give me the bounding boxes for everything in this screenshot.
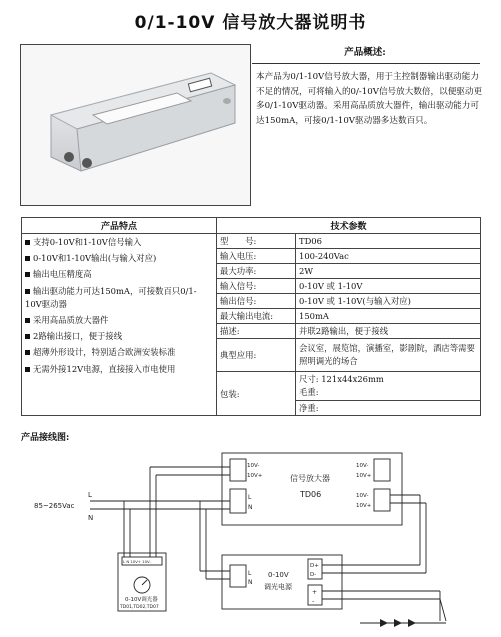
features-heading: 产品特点 bbox=[22, 218, 217, 234]
dimmer-terminals: L N 10V+ 10V- bbox=[123, 559, 151, 564]
led-icon bbox=[380, 619, 416, 627]
bullet-icon bbox=[25, 289, 30, 294]
overview-heading: 产品概述: bbox=[344, 47, 386, 58]
page-title: 0/1-10V 信号放大器说明书 bbox=[134, 13, 367, 33]
driver-minus: - bbox=[312, 598, 315, 605]
driver-name-2: 调光电源 bbox=[264, 583, 292, 591]
bullet-icon bbox=[25, 350, 30, 355]
spec-value-output-signal: 0-10V 或 1-10V(与输入对应) bbox=[296, 294, 481, 309]
bullet-icon bbox=[25, 367, 30, 372]
driver-dminus: D- bbox=[310, 572, 317, 578]
net-weight: 净重: bbox=[296, 401, 481, 416]
spec-value-input-signal: 0-10V 或 1-10V bbox=[296, 279, 481, 294]
spec-value-description: 并联2路输出，便于接线 bbox=[296, 324, 481, 339]
driver-plus: + bbox=[312, 589, 318, 596]
feature-item: 输出驱动能力可达150mA，可接数百只0/1-10V驱动器 bbox=[25, 285, 197, 309]
driver-l: L bbox=[248, 570, 252, 577]
driver-n: N bbox=[248, 579, 253, 586]
driver-name-1: 0-10V bbox=[268, 571, 289, 579]
amp-out-pos-1: 10V+ bbox=[356, 473, 372, 479]
feature-item: 2路输出接口，便于接线 bbox=[25, 330, 213, 343]
amp-in-neg: 10V- bbox=[247, 463, 260, 469]
features-list bbox=[22, 234, 217, 416]
mains-n: N bbox=[88, 514, 94, 522]
feature-item: 超薄外形设计，特别适合欧洲安装标准 bbox=[25, 346, 213, 359]
overview-divider bbox=[252, 63, 480, 64]
mains-label: 85~265Vac bbox=[34, 502, 75, 510]
spec-value-max-power: 2W bbox=[296, 264, 481, 279]
amp-n: N bbox=[248, 504, 253, 511]
bullet-icon bbox=[25, 256, 30, 261]
spec-table bbox=[21, 217, 481, 416]
spec-label-max-current: 最大输出电流: bbox=[217, 309, 296, 324]
amp-in-pos: 10V+ bbox=[247, 473, 263, 479]
amp-model: TD06 bbox=[300, 490, 322, 499]
driver-dplus: D+ bbox=[310, 563, 319, 569]
spec-label-model: 型 号: bbox=[217, 234, 296, 249]
bullet-icon bbox=[25, 334, 30, 339]
bullet-icon bbox=[25, 272, 30, 277]
amp-out-neg-2: 10V- bbox=[356, 493, 369, 499]
spec-label-max-power: 最大功率: bbox=[217, 264, 296, 279]
overview-text: 本产品为0/1-10V信号放大器，用于主控制器输出驱动能力不足的情况，可将输入的0/-10V信号放大数倍，以便驱动更多0/1-10V驱动器。采用高品质放大器件，输出驱动能力可达150mA，可接0/1-10V驱动器多达数百只。 bbox=[256, 72, 483, 126]
package-size: 尺寸: 121x44x26mm bbox=[299, 374, 384, 384]
spec-label-input-voltage: 输入电压: bbox=[217, 249, 296, 264]
spec-label-package: 包装: bbox=[217, 372, 296, 416]
spec-label-input-signal: 输入信号: bbox=[217, 279, 296, 294]
feature-item: 输出电压精度高 bbox=[25, 268, 213, 281]
wiring-diagram bbox=[0, 445, 501, 637]
product-photo bbox=[20, 44, 251, 206]
spec-value-max-current: 150mA bbox=[296, 309, 481, 324]
amp-l: L bbox=[248, 494, 252, 501]
diagram-heading: 产品接线图: bbox=[21, 433, 70, 443]
feature-item: 无需外接12V电源，直接接入市电使用 bbox=[25, 363, 213, 376]
gross-weight: 毛重: bbox=[299, 387, 319, 397]
driver-box bbox=[222, 555, 342, 609]
amp-name: 信号放大器 bbox=[290, 474, 330, 483]
dimmer-name: 0-10V调光器 bbox=[125, 597, 158, 603]
spec-value-application: 会议室，展览馆，演播室，影剧院，酒店等需要照明调光的场合 bbox=[296, 339, 481, 372]
feature-item: 支持0-10V和1-10V信号输入 bbox=[25, 236, 213, 249]
amp-out-pos-2: 10V+ bbox=[356, 503, 372, 509]
amp-out-neg-1: 10V- bbox=[356, 463, 369, 469]
spec-value-package bbox=[296, 372, 481, 401]
mains-l: L bbox=[88, 491, 92, 499]
product-image bbox=[21, 45, 250, 205]
spec-label-description: 描述: bbox=[217, 324, 296, 339]
dimmer-models: TD01,TD02,TD07 bbox=[120, 605, 159, 610]
feature-item: 0-10V和1-10V输出(与输入对应) bbox=[25, 252, 213, 265]
spec-value-model: TD06 bbox=[296, 234, 481, 249]
specs-heading: 技术参数 bbox=[217, 218, 481, 234]
bullet-icon bbox=[25, 240, 30, 245]
spec-label-output-signal: 输出信号: bbox=[217, 294, 296, 309]
spec-label-application: 典型应用: bbox=[217, 339, 296, 372]
bullet-icon bbox=[25, 318, 30, 323]
spec-value-input-voltage: 100-240Vac bbox=[296, 249, 481, 264]
feature-item: 采用高品质放大器件 bbox=[25, 314, 213, 327]
